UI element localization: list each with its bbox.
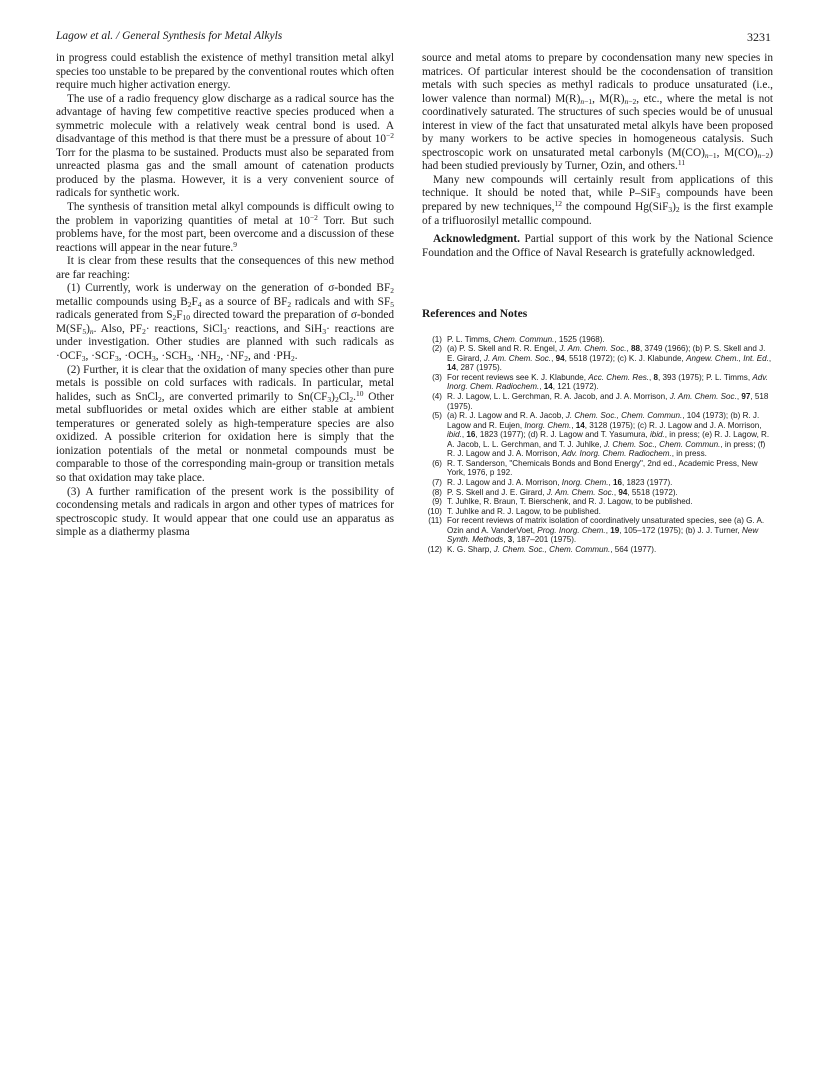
right-column <box>422 52 773 554</box>
reference-item <box>422 507 773 517</box>
reference-number: (8) <box>432 487 442 497</box>
running-title: Lagow et al. / General Synthesis for Metal Alkyls <box>56 30 283 42</box>
reference-number: (5) <box>432 411 442 421</box>
acknowledgment-heading: Acknowledgment. <box>433 233 520 246</box>
reference-text: For recent reviews of matrix isolation of coordinatively unsaturated species, see (a) G. A. Ozin and A. VanderVoet, Prog. Inorg. Chem., 19, 105–172 (1975); (b) J. J. Turner, New Synth. Methods, 3, 187–201 (1975). <box>447 516 765 545</box>
reference-text: K. G. Sharp, J. Chem. Soc., Chem. Commun., 564 (1977). <box>447 544 657 554</box>
reference-text: P. S. Skell and J. E. Girard, J. Am. Chem. Soc., 94, 5518 (1972). <box>447 487 678 497</box>
reference-number: (2) <box>432 344 442 354</box>
reference-item <box>422 488 773 498</box>
references-list <box>422 335 773 555</box>
reference-text: (a) P. S. Skell and R. R. Engel, J. Am. Chem. Soc., 88, 3749 (1966); (b) P. S. Skell and J. E. Girard, J. Am. Chem. Soc., 94, 5518 (1972); (c) K. J. Klabunde, Angew. Chem., Int. Ed., 14, 287 (1975). <box>447 344 772 373</box>
reference-item <box>422 497 773 507</box>
paragraph-item-3: (3) A further ramification of the present work is the possibility of cocondensing metals and radicals in argon and other types of matrices for spectroscopic study. It would appear that one could use an apparatus as simple as a diathermy plasma <box>56 485 394 539</box>
reference-number: (11) <box>428 516 442 526</box>
paragraph-continued: in progress could establish the existence of methyl transition metal alkyl species too unstable to be prepared by the conventional routes which often require much higher activation energy. <box>56 52 394 92</box>
reference-number: (4) <box>432 392 442 402</box>
reference-text: R. J. Lagow, L. L. Gerchman, R. A. Jacob, and J. A. Morrison, J. Am. Chem. Soc., 97, 518 (1975). <box>447 392 769 411</box>
acknowledgment <box>422 233 773 260</box>
reference-number: (7) <box>432 477 442 487</box>
reference-item <box>422 344 773 373</box>
paragraph-cocondensation: source and metal atoms to prepare by cocondensation many new species in matrices. Of particular interest should be the cocondensation of transition metals with such species as methyl radicals to produce unsaturated (i.e., lower valence than normal) $M(R)_{n-1}$, $M(R)_{n-2}$, etc., where the metal is not coordinatively saturated. The structures of such species would be of unusual interest in view of the fact that unsaturated metal alkyls have been proposed by many workers to be active species in homogeneous catalysis. Such spectroscopic work on unsaturated metal carbonyls ($M(CO)_{n-1}$, $M(CO)_{n-2}$) had been studied previously by Turner, Ozin, and others.$^{11}$ <box>422 52 774 173</box>
reference-item <box>422 392 773 411</box>
reference-item <box>422 545 773 555</box>
paragraph-consequences: It is clear from these results that the consequences of this new method are far reaching: <box>56 255 394 281</box>
reference-item <box>422 459 773 478</box>
reference-text: For recent reviews see K. J. Klabunde, Acc. Chem. Res., 8, 393 (1975); P. L. Timms, Adv. Inorg. Chem. Radiochem., 14, 121 (1972). <box>447 372 768 392</box>
reference-text: R. T. Sanderson, "Chemicals Bonds and Bond Energy", 2nd ed., Academic Press, New York, 1976, p 192. <box>447 458 758 478</box>
paragraph-item-1: (1) Currently, work is underway on the generation of σ-bonded $BF_2$ metallic compounds using $B_2F_4$ as a source of $BF_2$ radicals and with $SF_5$ radicals generated from $S_2F_{10}$ directed toward the preparation of σ-bonded $M(SF_5)_n$. Also, $PF_2\cdot$ reactions, SiCl$_3$· reactions, and SiH$_3$· reactions are under investigation. Other studies are planned with such radicals as $\cdot OCF_3$, $\cdot SCF_3$, $\cdot OCH_3$, $\cdot SCH_3$, $\cdot NH_2$, $\cdot NF_2$, and $\cdot PH_2$. <box>56 282 394 364</box>
reference-number: (1) <box>432 334 442 344</box>
paragraph-item-2: (2) Further, it is clear that the oxidation of many species other than pure metals is possible on cold surfaces with radicals. In particular, metal halides, such as SnCl$_2$, are converted primarily to $Sn(CF_3)_2Cl_2.^{10}$ Other metal subfluorides or metal oxides which are either stable at ambient temperatures or generated solely as high-temperature species are also oxidized. A possible criterion for oxidation here is simply that the ionization potentials of the metal or nonmetal compounds must be comparable to those of the corresponding main-group or transition metals so that oxidation may take place. <box>56 363 395 484</box>
reference-item <box>422 335 773 345</box>
reference-text: P. L. Timms, Chem. Commun., 1525 (1968). <box>447 334 605 344</box>
reference-item <box>422 478 773 488</box>
reference-number: (3) <box>432 372 442 382</box>
reference-number: (12) <box>427 544 442 554</box>
reference-text: T. Juhlke and R. J. Lagow, to be published. <box>447 506 601 516</box>
reference-number: (10) <box>427 506 442 516</box>
references-heading: References and Notes <box>422 308 528 321</box>
reference-item <box>422 516 773 545</box>
reference-item <box>422 411 773 459</box>
running-header <box>56 30 771 46</box>
reference-number: (9) <box>432 497 442 507</box>
reference-item <box>422 373 773 392</box>
left-column <box>56 52 394 540</box>
reference-text: T. Juhlke, R. Braun, T. Bierschenk, and R. J. Lagow, to be published. <box>447 497 693 507</box>
paragraph-new-compounds: Many new compounds will certainly result from applications of this technique. It should be noted that, while P–SiF$_3$ compounds have been prepared by new techniques,$^{12}$ the compound $Hg(SiF_3)_2$ is the first example of a trifluorosilyl metallic compound. <box>422 173 773 227</box>
paragraph-radio-frequency: The use of a radio frequency glow discharge as a radical source has the advantage of having few competitive reactive species produced when a symmetric molecule with a relatively weak central bond is used. A disadvantage of this method is that there must be a pressure of about $10^{-2}$ Torr for the plasma to be sustained. Products must also be separated from unreacted plasma gas and the small amount of catenation products produced by the plasma. However, it is a very convenient source of radicals for synthetic work. <box>56 92 394 200</box>
paragraph-synthesis-difficulty: The synthesis of transition metal alkyl compounds is difficult owing to the problem in vaporizing quantities of metal at $10^{-2}$ Torr. But such problems have, for the most part, been overcome and a discussion of these reactions will appear in the near future.$^9$ <box>56 201 394 254</box>
acknowledgment-text: Partial support of this work by the National Science Foundation and the Office of Naval Research is gratefully acknowledged. <box>422 233 773 259</box>
reference-text: R. J. Lagow and J. A. Morrison, Inorg. Chem., 16, 1823 (1977). <box>447 477 673 487</box>
reference-number: (6) <box>432 458 442 468</box>
page-number: 3231 <box>747 30 771 44</box>
reference-text: (a) R. J. Lagow and R. A. Jacob, J. Chem. Soc., Chem. Commun., 104 (1973); (b) R. J. Lagow and R. Eujen, Inorg. Chem., 14, 3128 (1975); (c) R. J. Lagow and J. A. Morrison, ibid., 16, 1823 (1977); (d) R. J. Lagow and T. Yasumura, ibid., in press; (e) R. J. Lagow, R. A. Jacob, L. L. Gerchman, and T. J. Juhlke, J. Chem. Soc., Chem. Commun., in press; (f) R. J. Lagow and J. A. Morrison, Adv. Inorg. Chem. Radiochem., in press. <box>447 411 770 459</box>
